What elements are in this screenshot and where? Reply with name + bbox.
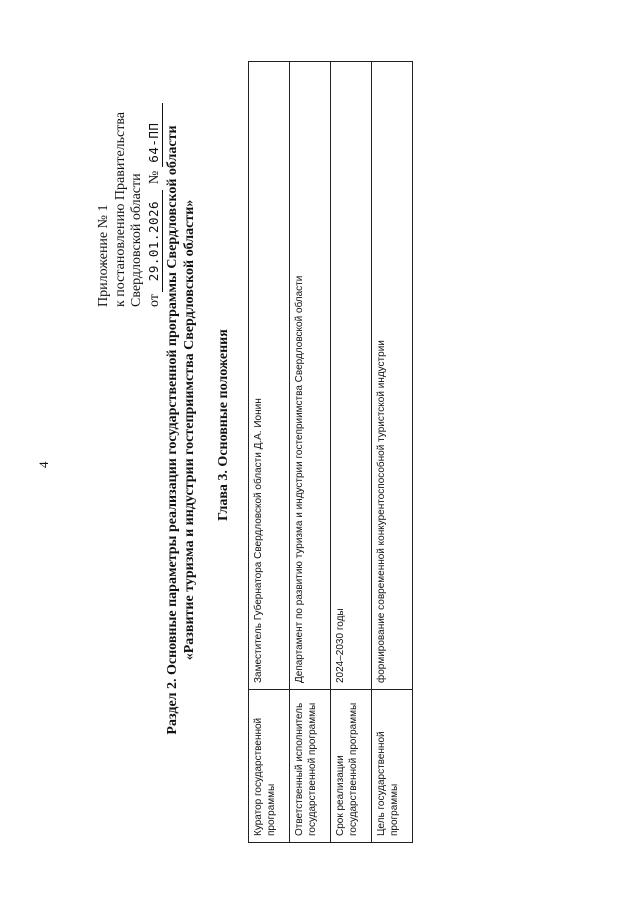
table-row: [290, 62, 331, 843]
appendix-title: Приложение № 1: [96, 204, 111, 307]
parameters-table: [248, 61, 413, 843]
table-row: [372, 62, 413, 843]
appendix-region: Свердловской области: [129, 173, 144, 307]
decree-number: 64-ПП: [146, 103, 164, 167]
page-number: 4: [36, 461, 51, 468]
chapter-title: Глава 3. Основные положения: [216, 329, 231, 521]
number-prefix: №: [146, 170, 162, 185]
section-title: [164, 35, 198, 825]
section-title-line-2: «Развитие туризма и индустрии гостеприимства Свердловской области»: [182, 199, 197, 661]
row-value-executor: Департамент по развитию туризма и индустрии гостеприимства Свердловской области: [290, 62, 331, 690]
row-label-curator: Куратор государственной программы: [249, 690, 290, 843]
table-row: [249, 62, 290, 843]
row-label-executor: Ответственный исполнитель государственной программы: [290, 690, 331, 843]
date-prefix: от: [146, 294, 162, 307]
table-row: [331, 62, 372, 843]
appendix-decree-ref: к постановлению Правительства: [112, 111, 128, 307]
row-value-period: 2024–2030 годы: [331, 62, 372, 690]
row-value-curator: Заместитель Губернатора Свердловской области Д.А. Ионин: [249, 62, 290, 690]
section-title-line-1: Раздел 2. Основные параметры реализации государственной программы Свердловской области: [165, 125, 180, 735]
appendix-date-line: [146, 103, 164, 307]
row-label-goal: Цель государственной программы: [372, 690, 413, 843]
row-value-goal: формирование современной конкурентоспособной туристской индустрии: [372, 62, 413, 690]
appendix-header: [96, 103, 163, 307]
decree-date: 29.01.2026: [146, 190, 164, 292]
row-label-period: Срок реализации государственной программы: [331, 690, 372, 843]
